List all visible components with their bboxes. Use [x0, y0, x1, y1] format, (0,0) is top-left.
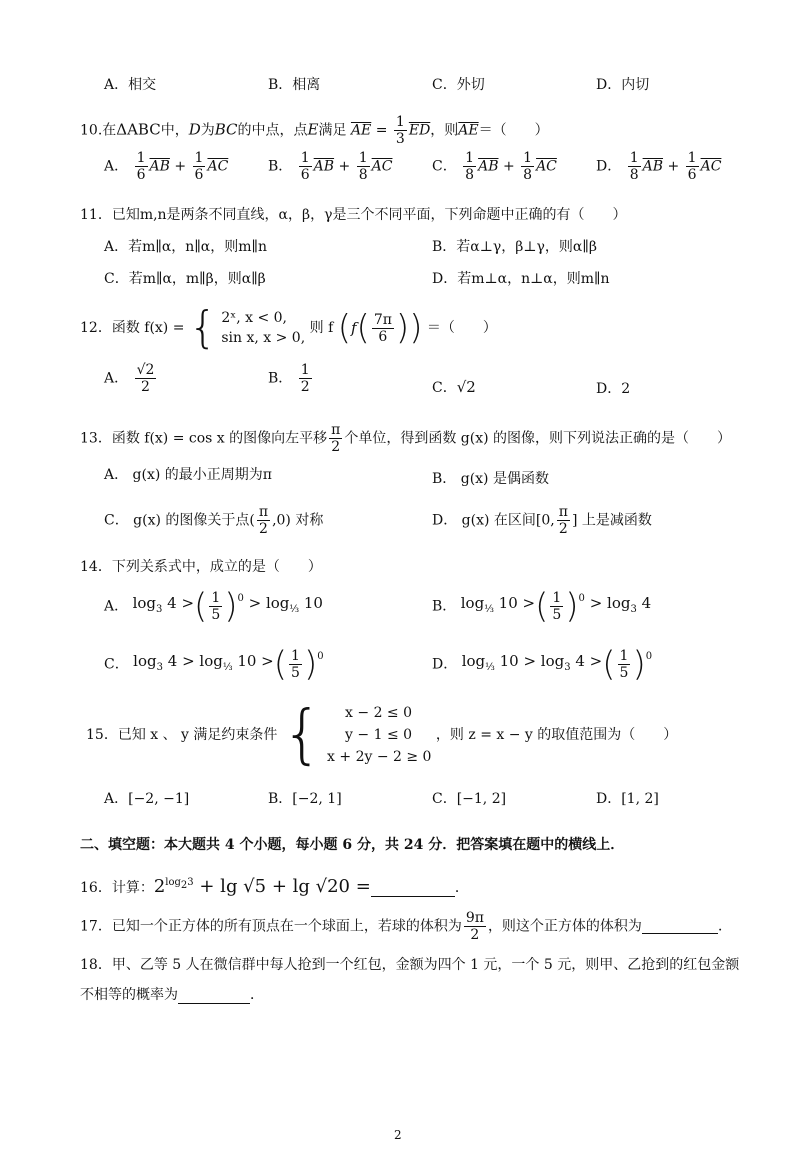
q15-option-d: D．[1, 2] — [596, 791, 659, 807]
q13-option-b: B． g(x) 是偶函数 — [432, 471, 549, 487]
q11-option-b: B．若α⊥γ，β⊥γ，则α∥β — [432, 239, 597, 255]
q10-vec-ed: $\overline{ED}$ — [408, 122, 431, 139]
q10-option-b: B． $\frac{1}{6}$ $\overline{AB}$ + $\frac{1}{8}$ $\overline{AC}$ — [268, 150, 393, 183]
q10-stem: 10.在ΔABC中，D为BC的中点，点E满足 $\overline{AE}$ = $\frac{1}{3}$ $\overline{ED}$，则$\overline{AE}=$（ ） — [80, 114, 549, 147]
q14-option-d: D． $\log_{\frac{1}{3}} 10 > \log_3 4$ >( $\frac{1}{5}$ )$^0$ — [432, 644, 653, 685]
q16: 16．计算：$2^{log_23} + \lg √5 + \lg √20$ = ． — [80, 876, 469, 897]
q12-option-d: D．2 — [596, 381, 631, 397]
q11-option-d: D．若m⊥α，n⊥α，则m∥n — [432, 271, 610, 287]
q10-text-3: 为 — [200, 122, 215, 139]
q13-option-d: D． g(x) 在区间[0, $\frac{\pi}{2}$ ] 上是减函数 — [432, 504, 652, 537]
q12-case-2: sin x, x > 0, — [221, 330, 306, 346]
q12-paren-2: ( — [356, 308, 370, 348]
q14-stem: 14．下列关系式中，成立的是（ ） — [80, 559, 322, 575]
q11-stem: 11．已知m,n是两条不同直线，α，β，γ是三个不同平面，下列命题中正确的有（ ） — [80, 207, 627, 223]
q13-stem: 13．函数 f(x) = cos x 的图像向左平移 $\frac{\pi}{2}$ 个单位，得到函数 g(x) 的图像，则下列说法正确的是（ ） — [80, 422, 732, 455]
q9-option-d: D．内切 — [596, 77, 650, 93]
q12-option-c: C．√2 — [432, 378, 476, 396]
q12-f: f — [350, 319, 357, 337]
q12-brace: { — [188, 302, 217, 353]
q14-option-a: A． $\log_3 4$ >( $\frac{1}{5}$ )$^0 > \log_{\frac{1}{3}} 10$ — [104, 586, 323, 627]
q9-option-b: B．相离 — [268, 77, 321, 93]
q13-option-a: A． g(x) 的最小正周期为π — [104, 467, 272, 483]
q15-constraint-1: x − 2 ≤ 0 — [345, 705, 413, 721]
section-2-heading: 二、填空题：本大题共 4 个小题，每小题 6 分，共 24 分．把答案填在题中的横线上． — [80, 837, 625, 853]
q12-text-3: ＝（ ） — [426, 320, 497, 336]
q10-option-d: D． $\frac{1}{8}$ $\overline{AB}$ + $\frac{1}{6}$ $\overline{AC}$ — [596, 150, 722, 183]
q12-option-a: A． $\frac{√2}{2}$ — [104, 362, 155, 395]
q12-paren-4: ) — [409, 308, 423, 348]
q9-option-c: C．外切 — [432, 77, 485, 93]
q10-triangle: ΔABC — [116, 120, 161, 139]
q10-text-5: 满足 — [318, 122, 347, 139]
q10-frac: $\frac{1}{3}$ — [395, 114, 405, 147]
q15-constraint-2: y − 1 ≤ 0 — [345, 727, 413, 743]
q15-option-c: C．[−1, 2] — [432, 791, 507, 807]
q12-stem — [80, 302, 497, 353]
q10-text: 10.在 — [80, 122, 117, 139]
q10-option-c: C． $\frac{1}{8}$ $\overline{AB}$ + $\frac{1}{8}$ $\overline{AC}$ — [432, 150, 557, 183]
q12-text: 12．函数 f(x) = — [80, 320, 185, 336]
q10-vec-ae-2: $\overline{AE}$ — [458, 122, 479, 139]
q15-option-b: B．[−2, 1] — [268, 791, 342, 807]
q12-frac: $\frac{7\pi}{6}$ — [373, 311, 392, 345]
q11-option-a: A．若m∥α，n∥α，则m∥n — [104, 239, 268, 255]
q10-vec-ae: $\overline{AE}$ — [350, 122, 372, 139]
q12-paren-3: ) — [395, 308, 410, 348]
q10-segment-bc: BC — [214, 120, 238, 139]
q10-text-4: 的中点，点 — [237, 122, 308, 139]
q10-text-2: 中， — [160, 122, 189, 139]
q15-stem: 15．已知 x 、 y 满足约束条件 { x − 2 ≤ 0 y − 1 ≤ 0 x + 2y − 2 ≥ 0 ，则 z = x − y 的取值范围为（ ） — [86, 698, 678, 772]
q18-line-1: 18．甲、乙等 5 人在微信群中每人抢到一个红包，金额为四个 1 元，一个 5 元，则甲、乙抢到的红包金额 — [80, 957, 740, 973]
q10-text-6: ，则 — [430, 122, 459, 139]
q11-option-c: C．若m∥α，m∥β，则α∥β — [104, 271, 266, 287]
page-number: 2 — [394, 1128, 402, 1142]
q18-line-2: 不相等的概率为 ． — [80, 987, 264, 1003]
q12-option-b: B． $\frac{1}{2}$ — [268, 362, 310, 395]
q9-option-a: A．相交 — [104, 77, 157, 93]
q10-option-a: A． $\frac{1}{6}$ $\overline{AB}$ + $\frac{1}{6}$ $\overline{AC}$ — [104, 150, 229, 183]
q10-point-e: E — [307, 120, 319, 139]
q14-option-c: C． $\log_3 4 > \log_{\frac{1}{3}} 10$ >( $\frac{1}{5}$ )$^0$ — [104, 644, 324, 685]
q12-text-2: 则 f — [309, 320, 334, 336]
q12-cases — [221, 308, 305, 348]
q13-option-c: C． g(x) 的图像关于点( $\frac{\pi}{2}$ ,0) 对称 — [104, 504, 324, 537]
q15-constraint-3: x + 2y − 2 ≥ 0 — [327, 749, 432, 765]
q12-paren: ( — [337, 308, 351, 348]
q10-point-d: D — [188, 120, 201, 139]
q17: 17．已知一个正方体的所有顶点在一个球面上，若球的体积为 $\frac{9\pi}{2}$ ，则这个正方体的体积为 ． — [80, 910, 732, 943]
q15-option-a: A．[−2, −1] — [104, 791, 190, 807]
q10-text-7: ＝（ ） — [478, 122, 549, 139]
q14-option-b: B． $\log_{\frac{1}{3}} 10$ >( $\frac{1}{5}$ )$^0 > \log_3 4$ — [432, 586, 652, 627]
q12-case-1: 2ˣ, x < 0, — [221, 310, 287, 326]
